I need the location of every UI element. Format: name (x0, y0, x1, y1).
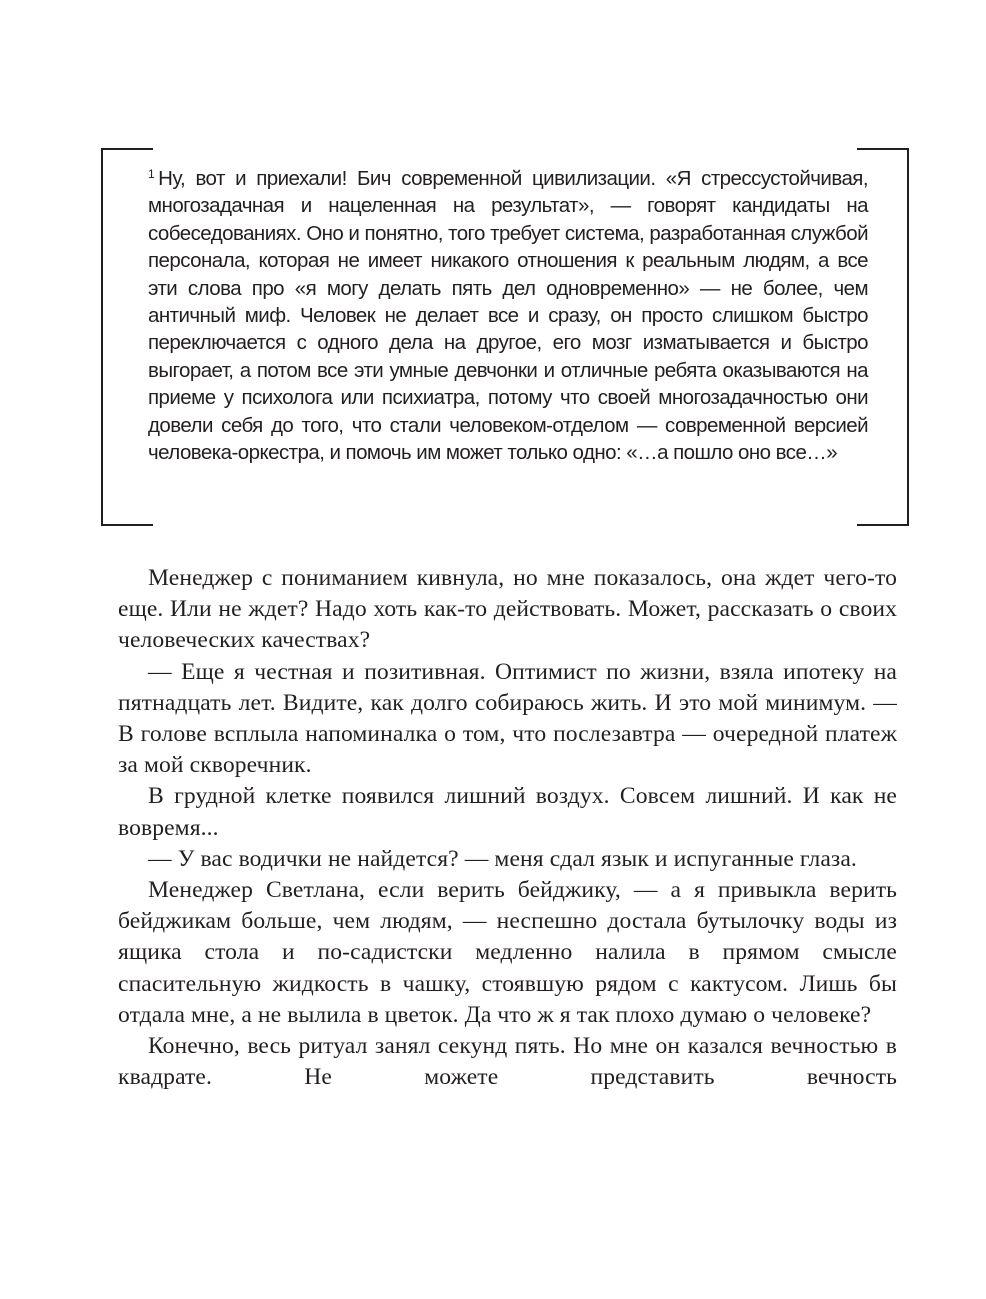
footnote (148, 161, 868, 466)
bracket-top-left (101, 148, 153, 150)
footnote-text: Ну, вот и приехали! Бич современной цивилизации. «Я стрессустойчивая, многозадачная и нацеленная на результат», — говорят кандидаты на собеседованиях. Оно и понятно, того требует система, разработанная службой персонала, которая не имеет никакого отношения к реальным людям, а все эти слова про «я могу делать пять дел одновременно» — не более, чем античный миф. Человек не делает все и сразу, он просто слишком быстро переключается с одного дела на другое, его мозг изматывается и быстро выгорает, а потом все эти умные девчонки и отличные ребята оказываются на приеме у психолога или психиатра, потому что своей многозадачностью они довели себя до того, что стали человеком-отделом — современной версией человека-оркестра, и помочь им может только одно: «…а пошло оно все…» (148, 167, 868, 465)
bracket-bottom-left (101, 524, 153, 526)
paragraph: Конечно, весь ритуал занял секунд пять. Но мне он казался вечностью в квадрате. Не можете представить вечность (118, 1033, 897, 1091)
paragraph: Менеджер Светлана, если верить бейджику, — а я привыкла верить бейджикам больше, чем людям, — неспешно достала бутылочку воды из ящика стола и по-садистски медленно налила в прямом смысле спасительную жидкость в чашку, стоявшую рядом с кактусом. Лишь бы отдала мне, а не вылила в цветок. Да что ж я так плохо думаю о человеке? (118, 877, 897, 1028)
paragraph: — Еще я честная и позитивная. Оптимист по жизни, взяла ипотеку на пятнадцать лет. Видите, как долго собираюсь жить. И это мой минимум. — В голове всплыла напоминалка о том, что послезавтра — очередной платеж за мой скворечник. (118, 658, 897, 779)
body-text (118, 563, 897, 1093)
bracket-right-vertical (907, 148, 909, 526)
bracket-bottom-right (857, 524, 909, 526)
bracket-top-right (857, 148, 909, 150)
paragraph: В грудной клетке появился лишний воздух. Совсем лишний. И как не вовремя... (118, 783, 897, 841)
footnote-marker: 1 (148, 167, 155, 181)
bracket-left-vertical (101, 148, 103, 526)
paragraph: — У вас водички не найдется? — меня сдал язык и испуганные глаза. (148, 845, 857, 872)
paragraph: Менеджер с пониманием кивнула, но мне показалось, она ждет чего-то еще. Или не ждет? Надо хоть как-то действовать. Может, рассказать о своих человеческих качествах? (118, 565, 897, 654)
